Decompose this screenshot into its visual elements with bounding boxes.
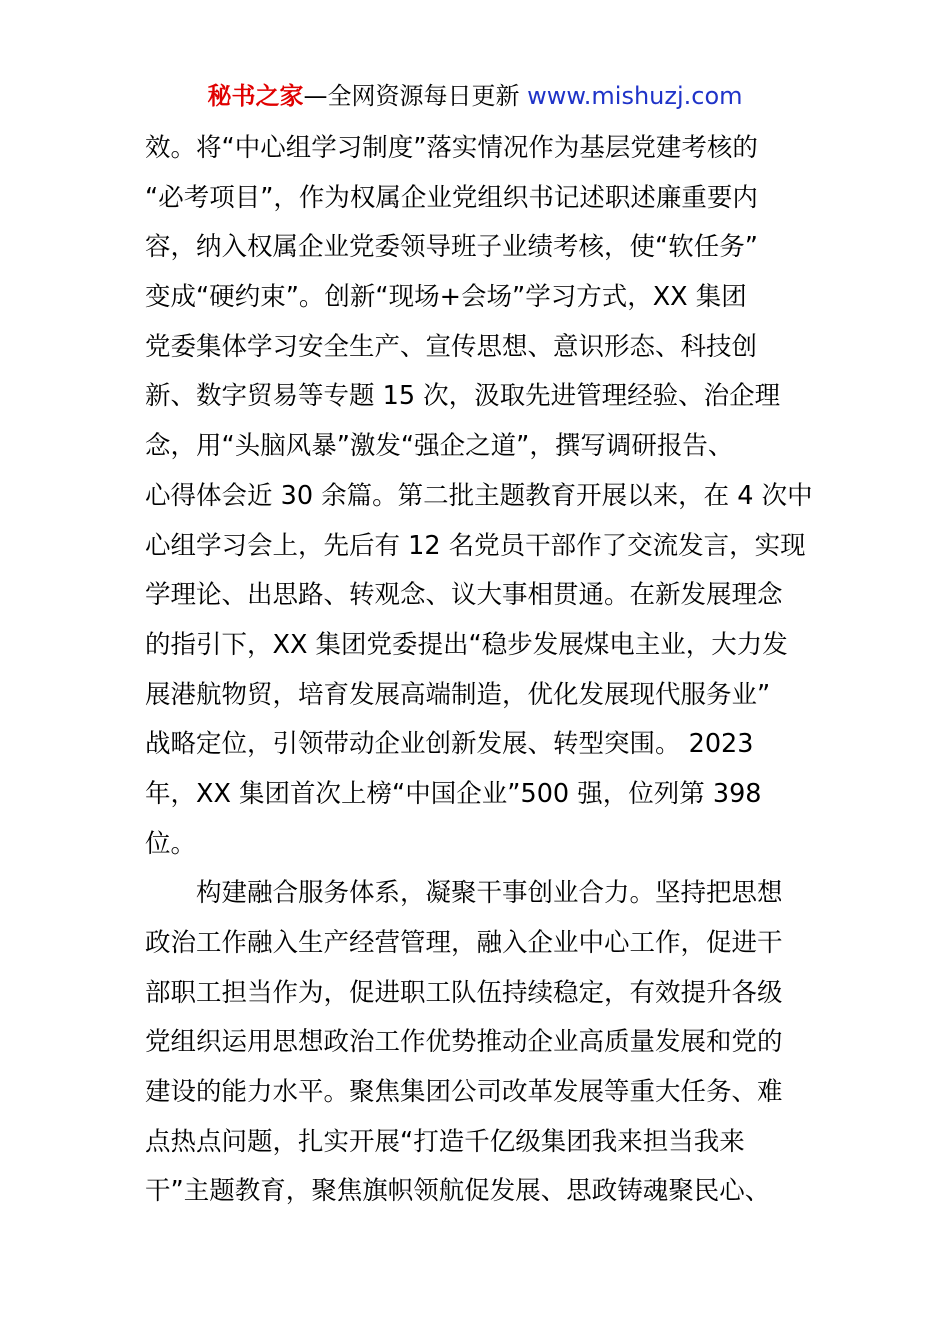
paragraph-1 — [145, 124, 815, 869]
text-line: 干”主题教育，聚焦旗帜领航促发展、思政铸魂聚民心、 — [145, 1176, 771, 1207]
text-line: 念，用“头脑风暴”激发“强企之道”，撰写调研报告、 — [145, 431, 734, 462]
page-header — [0, 80, 950, 112]
brand-name: 秘书之家 — [207, 82, 304, 110]
text-line: 部职工担当作为，促进职工队伍持续稳定，有效提升各级 — [145, 977, 783, 1008]
header-tagline: —全网资源每日更新 — [303, 82, 528, 110]
text-line: 点热点问题，扎实开展“打造千亿级集团我来担当我来 — [145, 1126, 745, 1157]
text-line: “必考项目”，作为权属企业党组织书记述职述廉重要内 — [145, 182, 758, 213]
text-line: 党委集体学习安全生产、宣传思想、意识形态、科技创 — [145, 331, 758, 362]
website-link[interactable]: www.mishuzj.com — [527, 82, 743, 110]
text-line: 学理论、出思路、转观念、议大事相贯通。在新发展理念 — [145, 580, 783, 611]
text-line: 政治工作融入生产经营管理，融入企业中心工作，促进干 — [145, 928, 783, 958]
text-line: 构建融合服务体系，凝聚干事创业合力。坚持把思想 — [196, 878, 783, 909]
document-body — [145, 124, 815, 1217]
text-line: 心得体会近 30 余篇。第二批主题教育开展以来，在 4 次中 — [145, 480, 813, 511]
text-line: 效。将“中心组学习制度”落实情况作为基层党建考核的 — [145, 133, 758, 163]
text-line: 心组学习会上，先后有 12 名党员干部作了交流发言，实现 — [145, 530, 806, 561]
text-line: 的指引下，XX 集团党委提出“稳步发展煤电主业，大力发 — [145, 629, 788, 660]
text-line: 新、数字贸易等专题 15 次，汲取先进管理经验、治企理 — [145, 381, 781, 412]
text-line: 党组织运用思想政治工作优势推动企业高质量发展和党的 — [145, 1027, 783, 1058]
text-line: 位。 — [145, 828, 197, 859]
text-line: 建设的能力水平。聚焦集团公司改革发展等重大任务、难 — [145, 1077, 783, 1108]
paragraph-2 — [145, 869, 815, 1217]
text-line: 战略定位，引领带动企业创新发展、转型突围。 2023 — [145, 729, 754, 760]
text-line: 年，XX 集团首次上榜“中国企业”500 强，位列第 398 — [145, 778, 762, 809]
text-line: 变成“硬约束”。创新“现场+会场”学习方式，XX 集团 — [145, 282, 747, 313]
text-line: 容，纳入权属企业党委领导班子业绩考核，使“软任务” — [145, 232, 758, 263]
text-line: 展港航物贸，培育发展高端制造，优化发展现代服务业” — [145, 679, 771, 710]
